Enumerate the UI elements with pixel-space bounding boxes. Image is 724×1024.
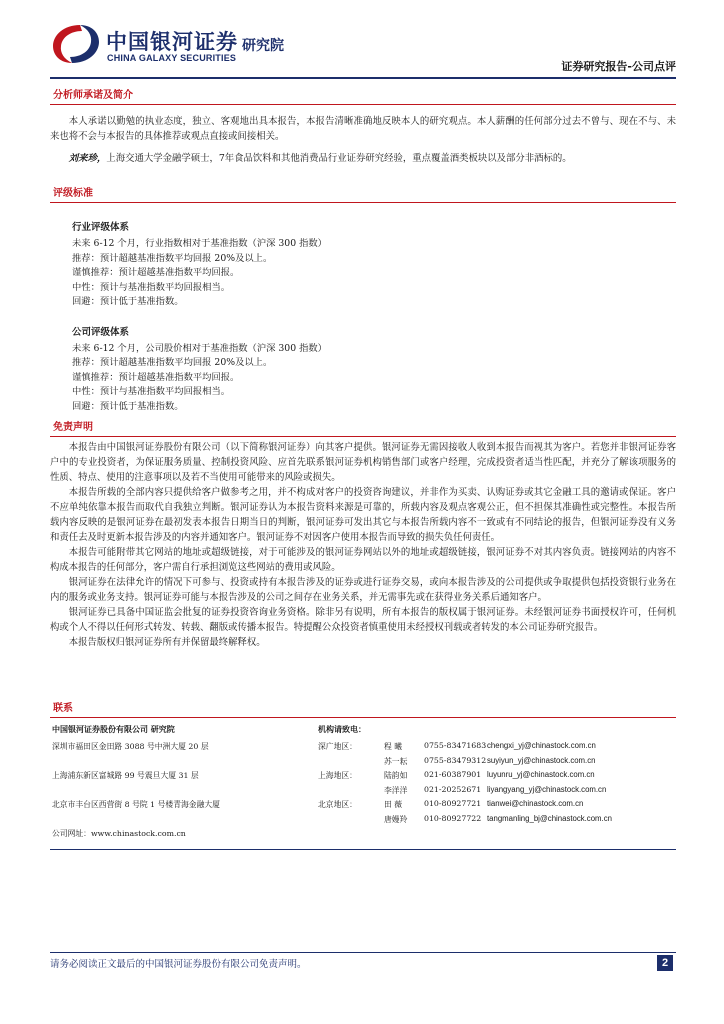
company-rating-line: 谨慎推荐：预计超越基准指数平均回报。 <box>72 371 240 383</box>
industry-rating-line: 谨慎推荐：预计超越基准指数平均回报。 <box>72 267 240 278</box>
rating-section <box>50 184 676 414</box>
contact-name: 田 薇 <box>384 800 403 809</box>
footer-divider <box>50 952 676 953</box>
company-website[interactable]: 公司网址：www.chinastock.com.cn <box>52 829 186 838</box>
industry-rating-line: 回避：预计低于基准指数。 <box>72 296 184 307</box>
contact-name: 程 曦 <box>384 742 403 751</box>
industry-rating-line: 推荐：预计超越基准指数平均回报 20%及以上。 <box>72 252 273 264</box>
contact-name: 李洋洋 <box>384 786 408 795</box>
contact-name: 陆韵如 <box>384 771 408 780</box>
contact-phone: 010-80927722 <box>424 814 482 823</box>
analyst-bio: 上海交通大学金融学硕士，7年食品饮料和其他消费品行业证券研究经验，重点覆盖酒类板块以及部分非酒标的。 <box>106 153 572 164</box>
region-label: 深广地区： <box>318 742 357 751</box>
logo-chinese-name: 中国银河证券 <box>106 30 238 54</box>
contact-name: 苏一耘 <box>384 757 408 766</box>
contact-divider <box>50 849 676 850</box>
company-rating-line: 未来 6-12 个月，公司股价相对于基准指数（沪深 300 指数） <box>72 342 327 354</box>
contact-phone: 021-20252671 <box>424 785 482 794</box>
analyst-section <box>50 86 676 166</box>
disclaimer-paragraph: 本报告由中国银河证券股份有限公司（以下简称银河证券）向其客户提供。银河证券无需因接收人收到本报告而视其为客户。若您并非银河证券客户中的专业投资者，为保证服务质量、控制投资风险、应首先联系银河证券机构销售部门或客户经理，完成投资者适当性匹配，并充分了解该项服务的性质、特点、使用的注意事项以及若不当使用可能带来的风险或损失。 <box>50 442 676 483</box>
section-title-disclaimer: 免责声明 <box>50 418 676 437</box>
contact-phone: 0755-83479312 <box>424 756 487 765</box>
address-shenzhen: 深圳市福田区金田路 3088 号中洲大厦 20 层 <box>52 742 209 751</box>
footer-disclaimer-note: 请务必阅读正文最后的中国银河证券股份有限公司免责声明。 <box>50 959 307 970</box>
industry-rating-title: 行业评级体系 <box>72 222 130 233</box>
region-label: 上海地区： <box>318 771 357 780</box>
page-number: 2 <box>657 955 673 971</box>
industry-rating-line: 未来 6-12 个月，行业指数相对于基准指数（沪深 300 指数） <box>72 238 327 249</box>
section-title-rating: 评级标准 <box>50 184 676 203</box>
company-rating-title: 公司评级体系 <box>72 326 130 338</box>
disclaimer-paragraph: 本报告可能附带其它网站的地址或超级链接，对于可能涉及的银河证券网站以外的地址或超级链接，银河证券不对其内容负责。链接网站的内容不构成本报告的任何部分，客户需自行承担浏览这些网站的费用或风险。 <box>50 547 676 573</box>
contact-email[interactable]: tianwei@chinastock.com.cn <box>487 799 584 808</box>
analyst-name: 刘来珍， <box>68 153 107 164</box>
section-title-analyst: 分析师承诺及简介 <box>50 86 676 105</box>
company-rating-block <box>50 324 676 415</box>
disclaimer-paragraph: 银河证券在法律允许的情况下可参与、投资或持有本报告涉及的证券或进行证券交易，或向本报告涉及的公司提供或争取提供包括投资银行业务在内的服务或业务支持。银河证券可能与本报告涉及的公司之间存在业务关系，并无需事先或在获得业务关系后通知客户。 <box>50 577 676 603</box>
disclaimer-section <box>50 418 676 650</box>
disclaimer-paragraph: 本报告版权归银河证券所有并保留最终解释权。 <box>68 637 266 648</box>
contact-name: 唐嫚羚 <box>384 815 408 824</box>
page-header <box>50 20 676 72</box>
region-label: 北京地区： <box>318 800 357 809</box>
address-beijing: 北京市丰台区西营街 8 号院 1 号楼青海金融大厦 <box>52 800 220 809</box>
company-rating-line: 回避：预计低于基准指数。 <box>72 400 184 412</box>
inquiry-label: 机构请致电： <box>318 724 366 734</box>
company-name: 中国银河证券股份有限公司 研究院 <box>52 724 175 734</box>
galaxy-swirl-icon <box>50 22 102 66</box>
contact-section <box>50 699 676 718</box>
disclaimer-paragraph: 本报告所载的全部内容只提供给客户做参考之用，并不构成对客户的投资咨询建议，并非作为买卖、认购证券或其它金融工具的邀请或保证。客户不应单纯依靠本报告而取代自我独立判断。银河证券认为本报告资料来源是可靠的，所载内容及观点客观公正，但不担保其准确性或完整性。本报告所载内容反映的是银河证券在最初发表本报告日期当日的判断，银河证券可发出其它与本报告所载内容不一致或有不同结论的报告，但银河证券没有义务和责任去及时更新本报告涉及的内容并通知客户。银河证券不对因客户使用本报告而导致的损失负任何责任。 <box>50 487 676 543</box>
section-title-contact: 联系 <box>50 699 676 718</box>
analyst-bio-paragraph <box>50 151 676 166</box>
industry-rating-line: 中性：预计与基准指数平均回报相当。 <box>72 281 231 293</box>
contact-email[interactable]: chengxi_yj@chinastock.com.cn <box>487 741 596 750</box>
company-rating-line: 中性：预计与基准指数平均回报相当。 <box>72 386 231 397</box>
contact-email[interactable]: suyiyun_yj@chinastock.com.cn <box>487 756 596 765</box>
institute-label: 研究院 <box>242 38 284 54</box>
industry-rating-block <box>50 219 676 310</box>
company-rating-line: 推荐：预计超越基准指数平均回报 20%及以上。 <box>72 357 273 368</box>
contact-email[interactable]: tangmanling_bj@chinastock.com.cn <box>487 814 612 823</box>
analyst-commitment: 本人承诺以勤勉的执业态度，独立、客观地出具本报告，本报告清晰准确地反映本人的研究观点。本人薪酬的任何部分过去不曾与、现在不与、未来也将不会与本报告的具体推荐或观点直接或间接相关。 <box>50 116 676 142</box>
address-shanghai: 上海浦东新区富城路 99 号震旦大厦 31 层 <box>52 771 199 780</box>
contact-email[interactable]: liyangyang_yj@chinastock.com.cn <box>487 785 607 794</box>
contact-phone: 010-80927721 <box>424 799 482 808</box>
contact-phone: 021-60387901 <box>424 770 482 779</box>
contact-phone: 0755-83471683 <box>424 741 487 750</box>
disclaimer-paragraph: 银河证券已具备中国证监会批复的证券投资咨询业务资格。除非另有说明，所有本报告的版权属于银河证券。未经银河证券书面授权许可，任何机构或个人不得以任何形式转发、转载、翻版或传播本报告。特提醒公众投资者慎重使用未经授权刊载或者转发的本公司证券研究报告。 <box>50 607 676 633</box>
header-divider <box>50 77 676 79</box>
report-type: 证券研究报告-公司点评 <box>561 60 676 73</box>
contact-email[interactable]: luyunru_yj@chinastock.com.cn <box>487 770 595 779</box>
logo-english-name: CHINA GALAXY SECURITIES <box>107 53 237 63</box>
